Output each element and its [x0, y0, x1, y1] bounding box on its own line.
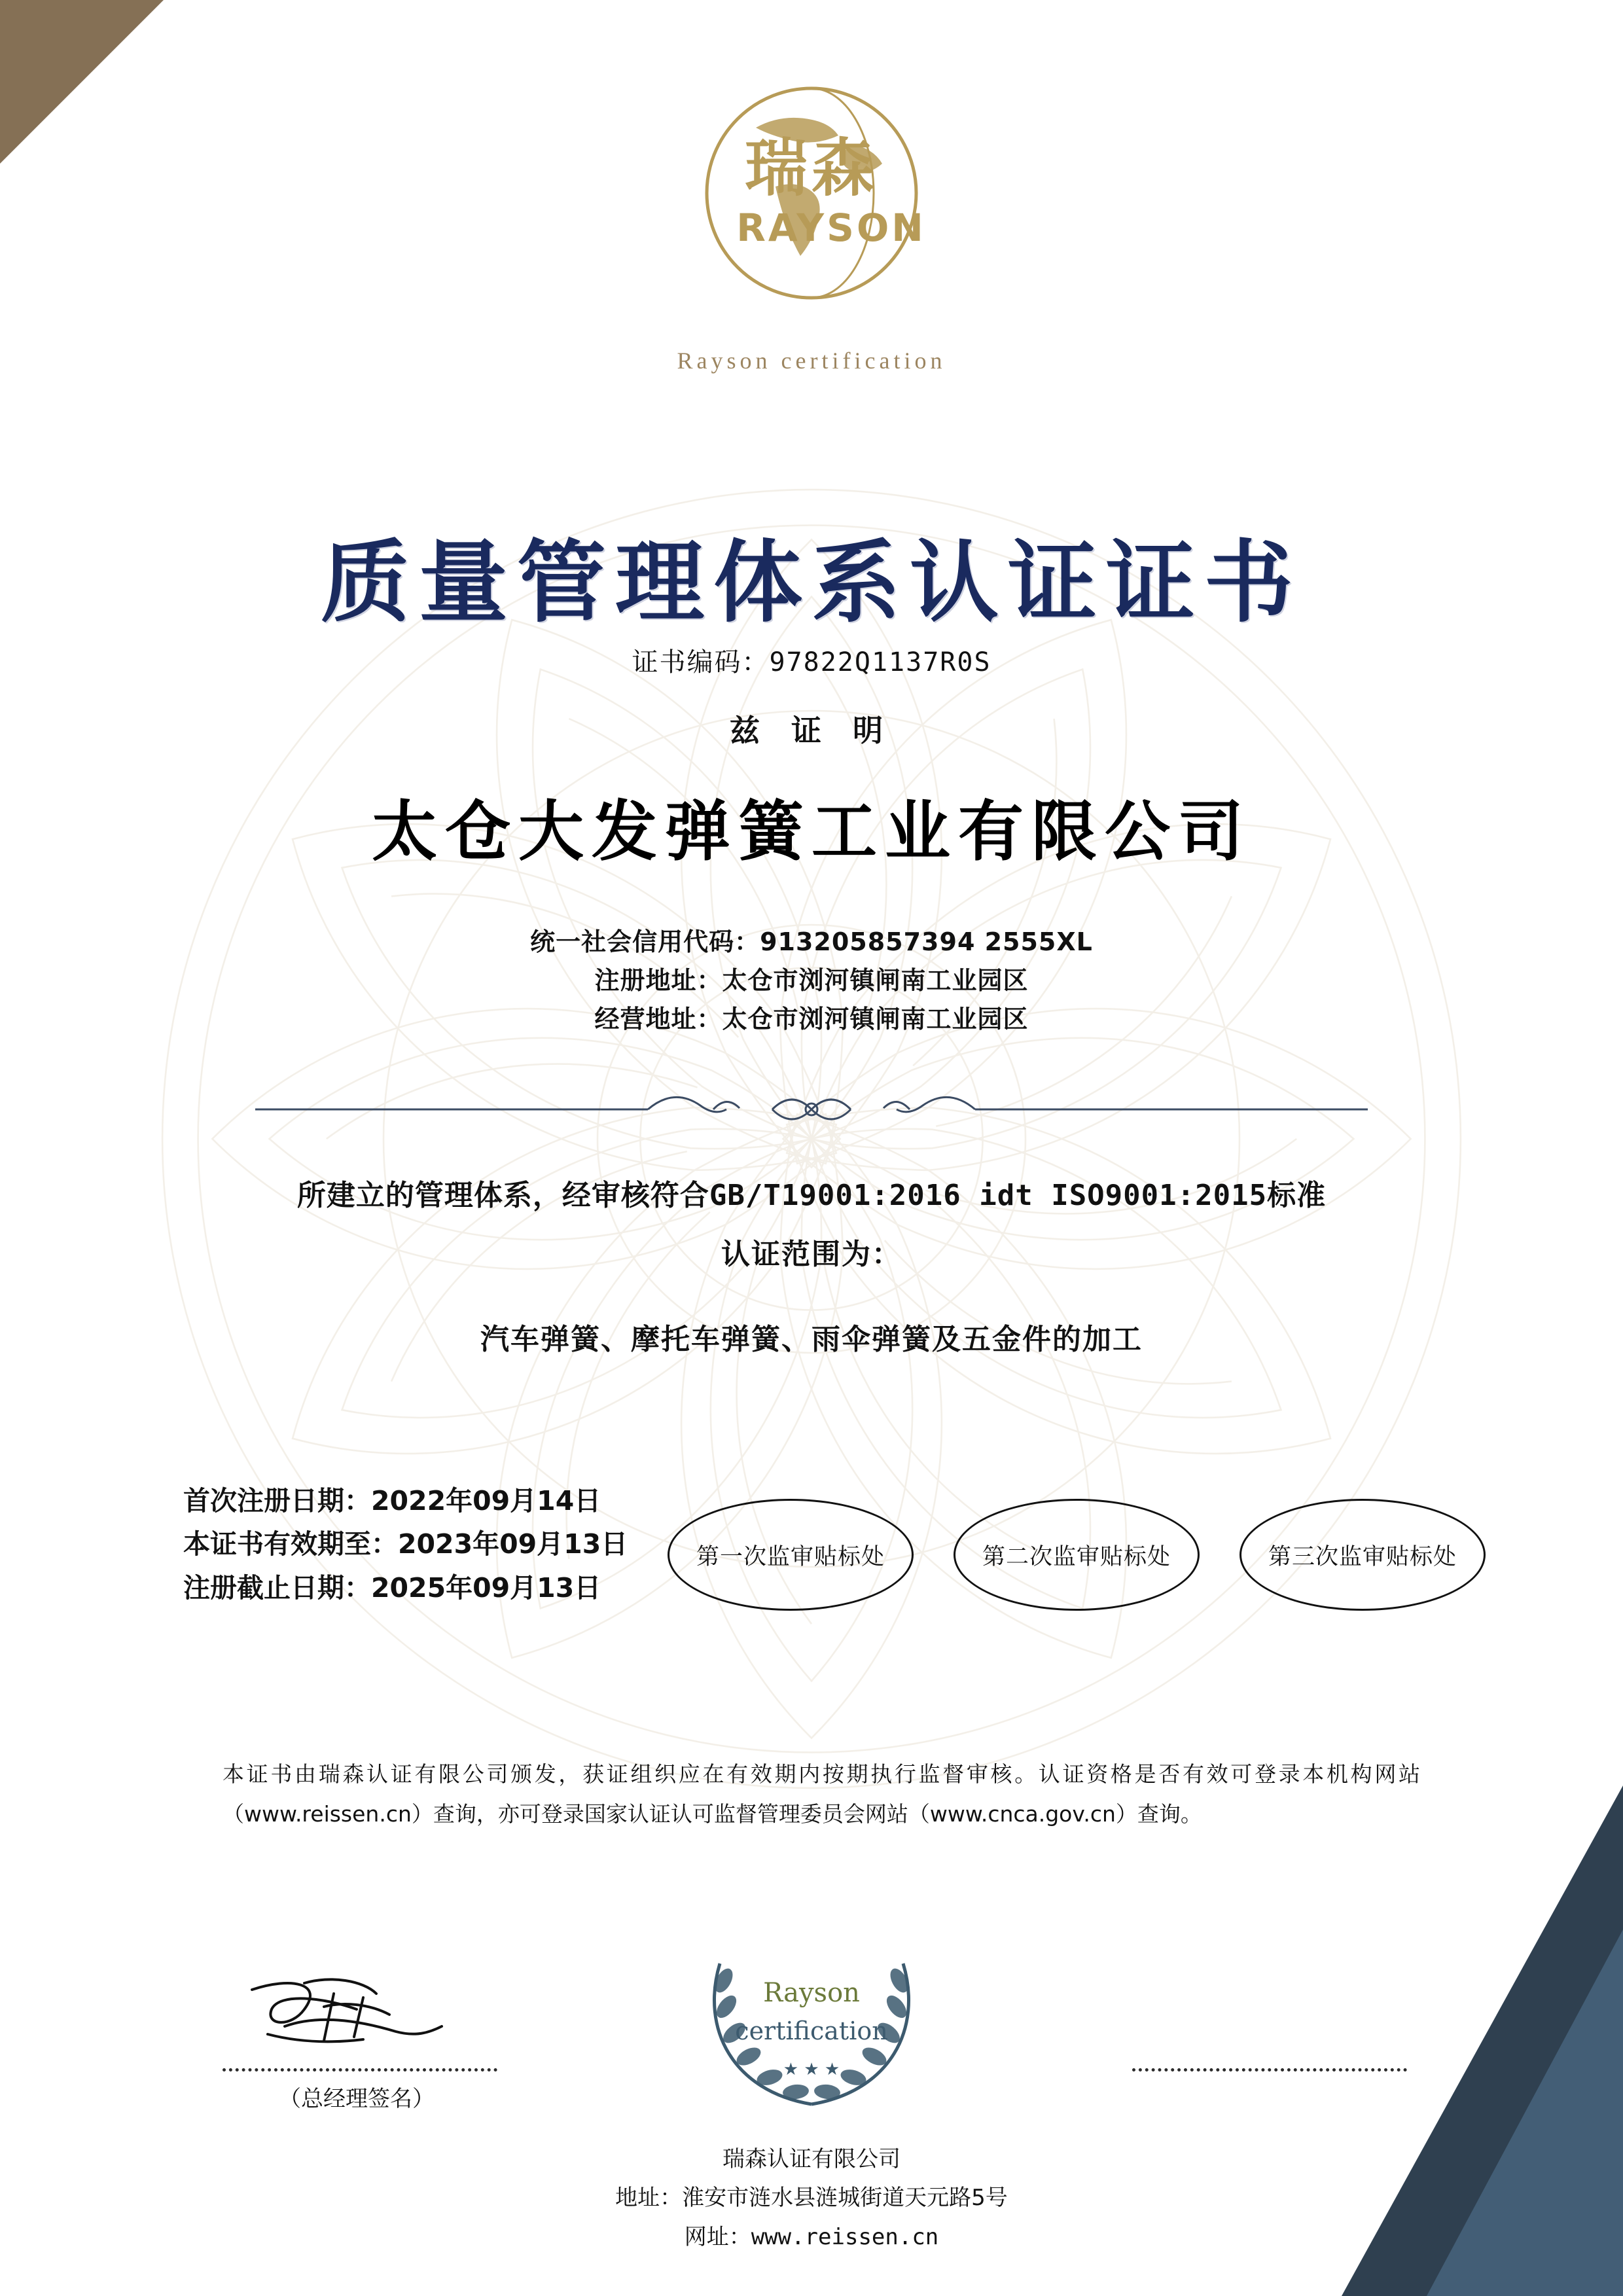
seal-line-2: certification: [735, 2017, 888, 2045]
signature-dotted-line-left: [223, 2068, 497, 2072]
logo-cn-text: 瑞森: [745, 132, 878, 205]
standard-prefix: 所建立的管理体系，经审核符合: [296, 1179, 709, 1212]
date-row: [183, 1566, 628, 1609]
date-row: [183, 1479, 628, 1522]
certificate-number-value: 97822Q1137R0S: [769, 647, 991, 677]
business-address-line: 经营地址：太仓市浏河镇闸南工业园区: [594, 1004, 1029, 1033]
certificate-number: [0, 641, 1623, 679]
surveillance-oval-3: 第三次监审贴标处: [1240, 1499, 1486, 1611]
registered-address-line: 注册地址：太仓市浏河镇闸南工业园区: [594, 965, 1029, 995]
signature-block: [216, 1964, 497, 2113]
company-details: [0, 923, 1623, 1039]
globe-logo-icon: [635, 65, 988, 340]
seal-line-1: Rayson: [763, 1978, 860, 2008]
standard-conformity-line: [0, 1172, 1623, 1213]
surveillance-oval-1: 第一次监审贴标处: [668, 1499, 914, 1611]
date-label: 本证书有效期至：: [183, 1528, 398, 1560]
standard-code: GB/T19001:2016 idt ISO9001:2015: [709, 1179, 1268, 1212]
certificate-title: 质量管理体系认证证书: [321, 531, 1302, 635]
certificate-number-label: 证书编码：: [632, 647, 770, 677]
signature-caption: （总经理签名）: [279, 2086, 435, 2112]
company-name: 太仓大发弹簧工业有限公司: [372, 793, 1251, 870]
divider-ornament: [255, 1080, 1368, 1139]
brand-logo: [0, 65, 1623, 374]
laurel-seal-icon: [674, 1918, 949, 2114]
issuer-block: [0, 2140, 1623, 2257]
date-label: 注册截止日期：: [183, 1571, 371, 1604]
hereby-certify-text: 兹 证 明: [729, 713, 894, 748]
date-label: 首次注册日期：: [183, 1485, 371, 1516]
footnote-text: 本证书由瑞森认证有限公司颁发，获证组织应在有效期内按期执行监督审核。认证资格是否有效可登录本机构网站（www.reissen.cn）查询，亦可登录国家认证认可监督管理委员会网站（www.cnca.gov.cn）查询。: [223, 1761, 1420, 1827]
scope-text: 汽车弹簧、摩托车弹簧、雨伞弹簧及五金件的加工: [480, 1323, 1143, 1356]
surveillance-oval-2: 第二次监审贴标处: [954, 1499, 1200, 1611]
credit-code-line: 统一社会信用代码：913205857394 2555XL: [530, 927, 1093, 956]
signature-icon: [226, 1964, 488, 2075]
logo-tagline: Rayson certification: [677, 348, 946, 374]
issuer-website[interactable]: 网址：www.reissen.cn: [684, 2223, 939, 2250]
signature-dotted-line-right: [1132, 2068, 1407, 2072]
date-row: [183, 1522, 628, 1566]
seal-stars: ★ ★ ★: [783, 2060, 840, 2079]
logo-en-text: RAYSON: [736, 206, 926, 250]
issuer-address: 地址：淮安市涟水县涟城街道天元路5号: [615, 2185, 1008, 2211]
dates-block: [183, 1479, 628, 1609]
standard-suffix: 标准: [1267, 1179, 1327, 1212]
date-value: 2023年09月13日: [398, 1528, 628, 1560]
surveillance-stamp-areas: [668, 1499, 1486, 1611]
date-value: 2025年09月13日: [371, 1571, 601, 1604]
issuer-name: 瑞森认证有限公司: [722, 2145, 901, 2172]
date-value: 2022年09月14日: [371, 1485, 601, 1516]
scope-label: 认证范围为：: [721, 1238, 902, 1271]
